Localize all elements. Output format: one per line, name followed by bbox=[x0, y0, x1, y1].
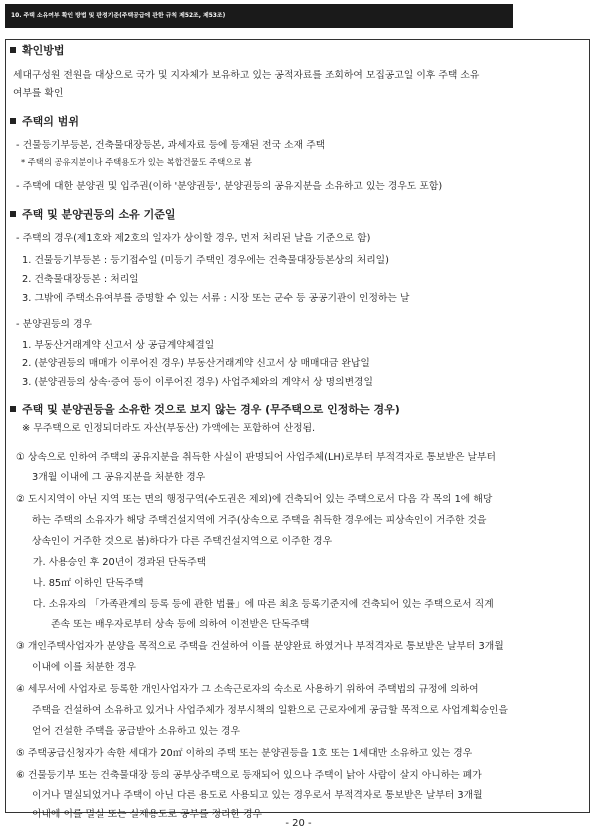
heading-ownership-date: 주택 및 분양권등의 소유 기준일 bbox=[10, 208, 175, 222]
text-line: 이내에 이를 멸실 또는 실제용도로 공부를 정리한 경우 bbox=[32, 809, 263, 820]
square-bullet-icon bbox=[10, 211, 16, 217]
text-line: 1. 건물등기부등본 : 등기접수일 (미등기 주택인 경우에는 건축물대장등본상의 처리일) bbox=[22, 255, 389, 266]
section-title: 10. 주택 소유여부 확인 방법 및 판정기준(주택공급에 관한 규칙 제52조, 제53조) bbox=[5, 4, 513, 28]
text-line: ⑤ 주택공급신청자가 속한 세대가 20㎡ 이하의 주택 또는 분양권등을 1호 또는 1세대만 소유하고 있는 경우 bbox=[16, 748, 473, 759]
square-bullet-icon bbox=[10, 406, 16, 412]
text-line: ⑥ 건물등기부 또는 건축물대장 등의 공부상주택으로 등재되어 있으나 주택이 낡아 사람이 살지 아니하는 폐가 bbox=[16, 770, 482, 781]
text-line: 2. (분양권등의 매매가 이루어진 경우) 부동산거래계약 신고서 상 매매대금 완납일 bbox=[22, 358, 370, 369]
text-line: 여부를 확인 bbox=[13, 88, 64, 99]
text-line: - 주택의 경우(제1호와 제2호의 일자가 상이할 경우, 먼저 처리된 날을 기준으로 함) bbox=[16, 233, 371, 244]
text-line: 3. 그밖에 주택소유여부를 증명할 수 있는 서류 : 시장 또는 군수 등 공공기관이 인정하는 날 bbox=[22, 293, 410, 304]
text-line: 상속인이 거주한 것으로 봄)하다가 다른 주택건설지역으로 이주한 경우 bbox=[32, 536, 333, 547]
text-line: 주택을 건설하여 소유하고 있거나 사업주체가 정부시책의 일환으로 근로자에게 공급할 목적으로 사업계획승인을 bbox=[32, 705, 508, 716]
text-line: ② 도시지역이 아닌 지역 또는 면의 행정구역(수도권은 제외)에 건축되어 있는 주택으로서 다음 각 목의 1에 해당 bbox=[16, 494, 493, 505]
text-line: 다. 소유자의 「가족관계의 등록 등에 관한 법률」에 따른 최초 등록기준지에 건축되어 있는 주택으로서 직계 bbox=[33, 599, 494, 610]
text-line: ③ 개인주택사업자가 분양을 목적으로 주택을 건설하여 이를 분양완료 하였거나 부적격자로 통보받은 날부터 3개월 bbox=[16, 641, 504, 652]
text-line: 1. 부동산거래계약 신고서 상 공급계약체결일 bbox=[22, 340, 215, 351]
text-line: - 분양권등의 경우 bbox=[16, 319, 93, 330]
heading-check-method: 확인방법 bbox=[10, 44, 65, 58]
text-line: 이거나 멸실되었거나 주택이 아닌 다른 용도로 사용되고 있는 경우로서 부적격자로 통보받은 날부터 3개월 bbox=[32, 790, 483, 801]
text-line: 2. 건축물대장등본 : 처리일 bbox=[22, 274, 139, 285]
page-number: - 20 - bbox=[285, 818, 312, 829]
square-bullet-icon bbox=[10, 47, 16, 53]
heading-housing-scope: 주택의 범위 bbox=[10, 115, 79, 129]
text-line: 이내에 이를 처분한 경우 bbox=[32, 662, 136, 673]
text-line: - 주택에 대한 분양권 및 입주권(이하 '분양권등', 분양권등의 공유지분을 소유하고 있는 경우도 포함) bbox=[16, 181, 443, 192]
text-line: 3. (분양권등의 상속·증여 등이 이루어진 경우) 사업주체와의 계약서 상 명의변경일 bbox=[22, 377, 373, 388]
text-line: 가. 사용승인 후 20년이 경과된 단독주택 bbox=[33, 557, 207, 568]
text-line: 3개월 이내에 그 공유지분을 처분한 경우 bbox=[32, 472, 206, 483]
text-line: 얻어 건설한 주택을 공급받아 소유하고 있는 경우 bbox=[32, 726, 240, 737]
text-line: 하는 주택의 소유자가 해당 주택건설지역에 거주(상속으로 주택을 취득한 경우에는 피상속인이 거주한 것을 bbox=[32, 515, 487, 526]
text-line: ① 상속으로 인하여 주택의 공유지분을 취득한 사실이 판명되어 사업주체(LH)로부터 부적격자로 통보받은 날부터 bbox=[16, 452, 496, 463]
heading-not-owned: 주택 및 분양권등을 소유한 것으로 보지 않는 경우 (무주택으로 인정하는 경우) bbox=[10, 403, 400, 417]
text-line: 나. 85㎡ 이하인 단독주택 bbox=[33, 578, 144, 589]
text-line: 세대구성원 전원을 대상으로 국가 및 지자체가 보유하고 있는 공적자료를 조회하여 모집공고일 이후 주택 소유 bbox=[13, 70, 480, 81]
square-bullet-icon bbox=[10, 118, 16, 124]
text-line: - 건물등기부등본, 건축물대장등본, 과세자료 등에 등재된 전국 소재 주택 bbox=[16, 140, 326, 151]
text-line: 존속 또는 배우자로부터 상속 등에 의하여 이전받은 단독주택 bbox=[51, 619, 310, 630]
note-line: ※ 무주택으로 인정되더라도 자산(부동산) 가액에는 포함하여 산정됨. bbox=[22, 423, 316, 434]
text-line: ④ 세무서에 사업자로 등록한 개인사업자가 그 소속근로자의 숙소로 사용하기 위하여 주택법의 규정에 의하여 bbox=[16, 684, 479, 695]
note-line: * 주택의 공유지분이나 주택용도가 있는 복합건물도 주택으로 봄 bbox=[21, 157, 252, 167]
